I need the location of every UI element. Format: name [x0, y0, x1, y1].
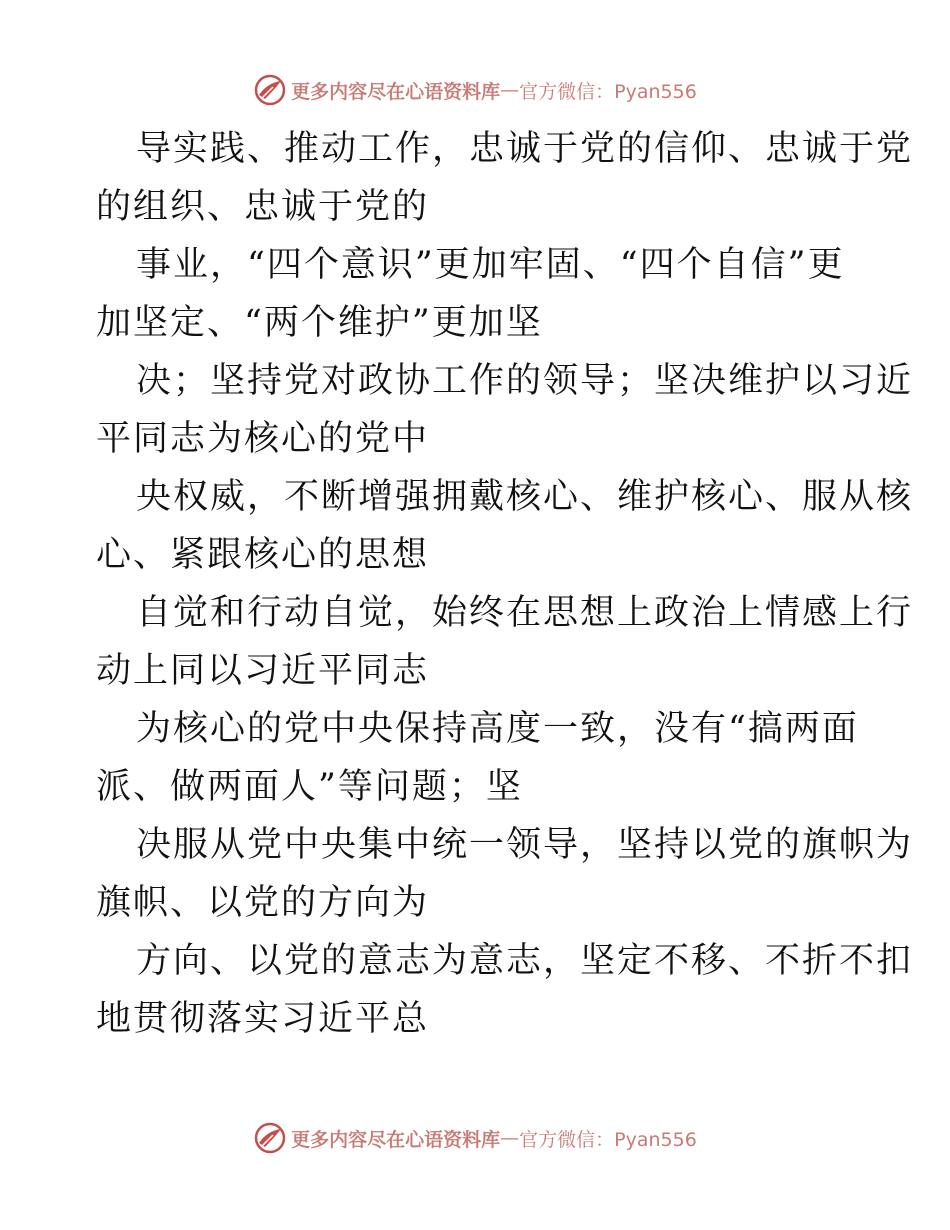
text-line: 为核心的党中央保持高度一致，没有“搞两面 — [136, 709, 859, 749]
text-line: 自觉和行动自觉，始终在思想上政治上情感上行 — [136, 593, 914, 633]
text-line: 加坚定、“两个维护”更加坚 — [96, 303, 543, 343]
text-line: 方向、以党的意志为意志，坚定不移、不折不扣 — [136, 941, 914, 981]
text-line: 地贯彻落实习近平总 — [96, 999, 430, 1039]
watermark-wechat: 官方微信：Pyan556 — [519, 1128, 697, 1151]
footer-watermark — [0, 1118, 950, 1158]
pen-nib-logo-icon — [253, 73, 287, 107]
text-line: 事业，“四个意识”更加牢固、“四个自信”更 — [136, 245, 845, 285]
text-line: 心、紧跟核心的思想 — [96, 535, 430, 575]
text-line: 的组织、忠诚于党的 — [96, 187, 430, 227]
watermark-separator: — — [500, 79, 520, 101]
watermark-separator: — — [500, 1127, 520, 1149]
watermark-wechat: 官方微信：Pyan556 — [519, 80, 697, 103]
text-line: 平同志为核心的党中 — [96, 419, 430, 459]
text-line: 决服从党中央集中统一领导，坚持以党的旗帜为 — [136, 825, 914, 865]
text-line: 旗帜、以党的方向为 — [96, 883, 430, 923]
document-body — [96, 120, 914, 1048]
watermark-brand: 更多内容尽在心语资料库 — [291, 1128, 501, 1151]
pen-nib-logo-icon — [253, 1121, 287, 1155]
text-line: 央权威，不断增强拥戴核心、维护核心、服从核 — [136, 477, 914, 517]
text-line: 动上同以习近平同志 — [96, 651, 430, 691]
watermark-brand: 更多内容尽在心语资料库 — [291, 80, 501, 103]
header-watermark — [0, 70, 950, 110]
text-line: 派、做两面人”等问题；坚 — [96, 767, 523, 807]
text-line: 决；坚持党对政协工作的领导；坚决维护以习近 — [136, 361, 914, 401]
text-line: 导实践、推动工作，忠诚于党的信仰、忠诚于党 — [136, 129, 914, 169]
